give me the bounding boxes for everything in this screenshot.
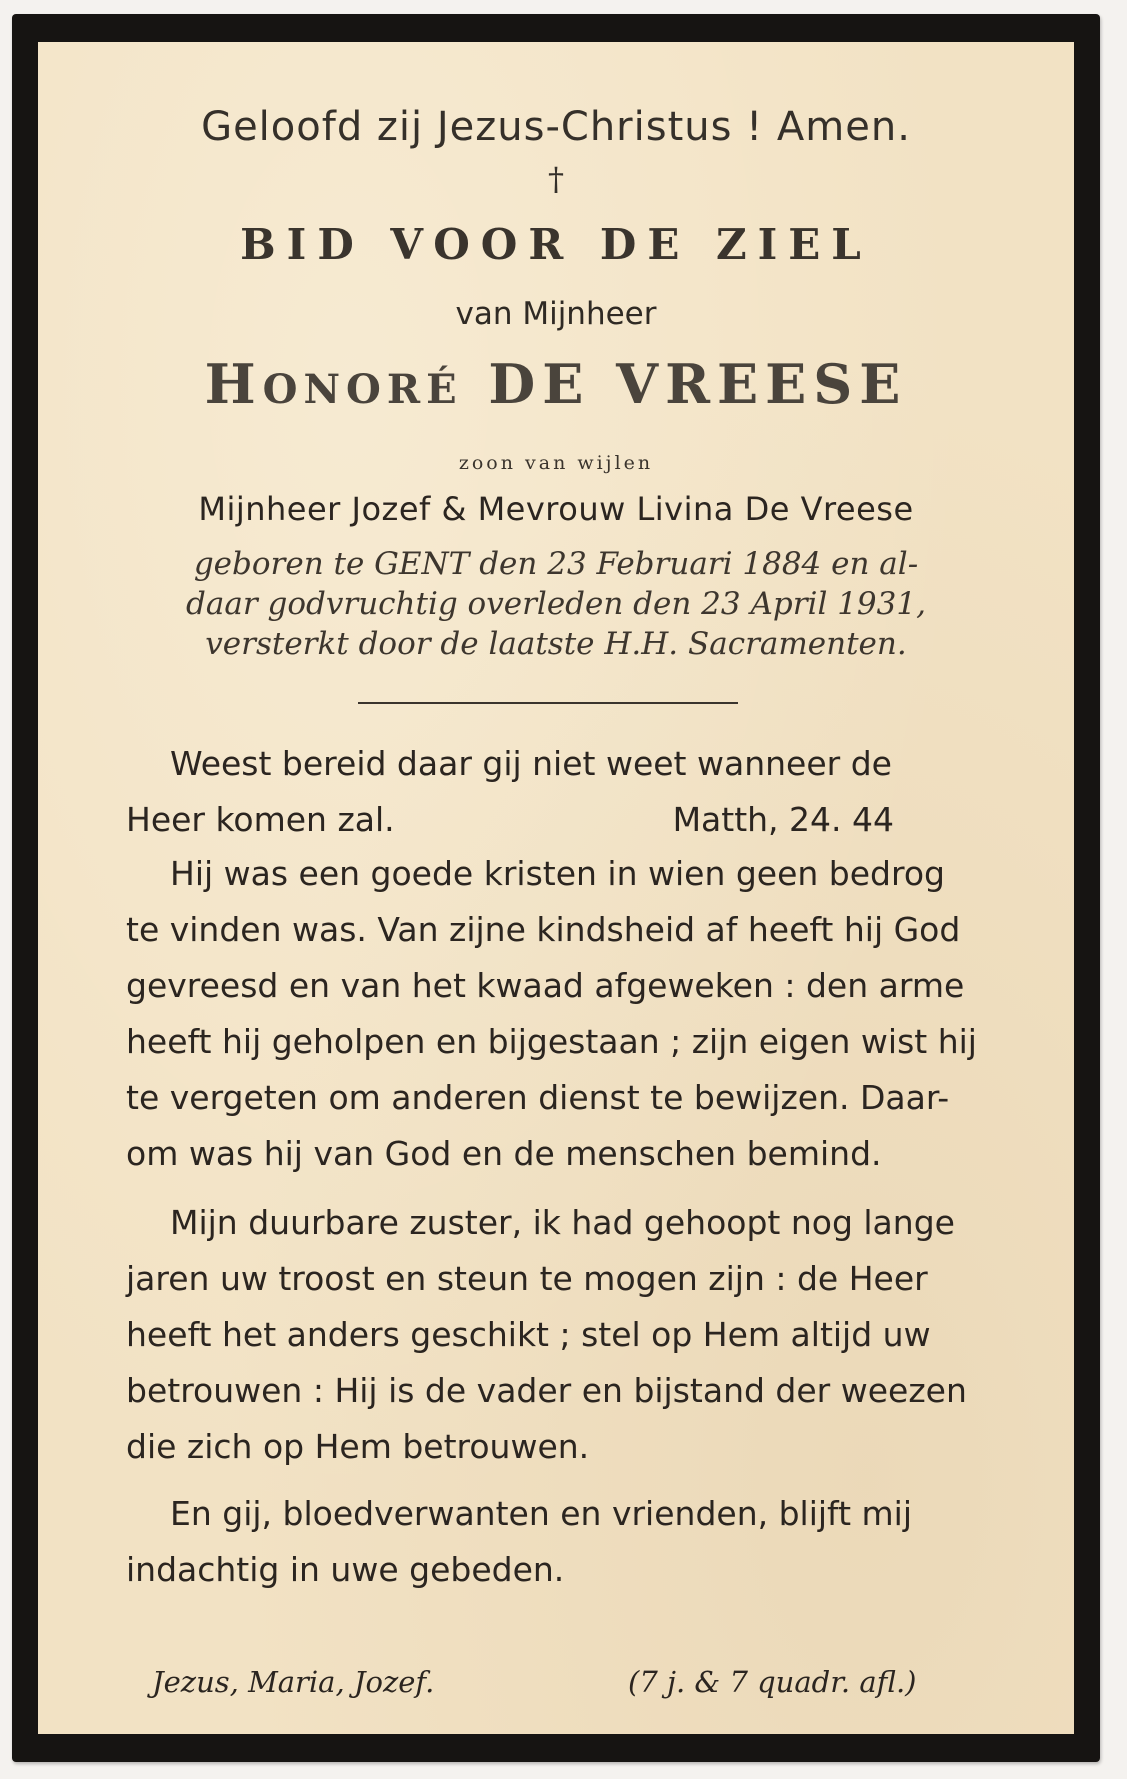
divider-rule bbox=[358, 702, 738, 704]
bible-verse-paragraph bbox=[126, 736, 1006, 848]
paragraph-line: Mijn duurbare zuster, ik had gehoopt nog lange bbox=[170, 1203, 955, 1242]
paragraph-character bbox=[126, 846, 1006, 1182]
son-of-label: zoon van wijlen bbox=[458, 452, 654, 474]
name-last: DE VREESE bbox=[488, 352, 908, 416]
paragraph-line: die zich op Hem betrouwen. bbox=[126, 1427, 590, 1466]
verse-line: Heer komen zal. bbox=[126, 800, 395, 839]
birth-death-line: geboren te GENT den 23 Februari 1884 en al- bbox=[193, 546, 919, 582]
paragraph-line: betrouwen : Hij is de vader en bijstand der weezen bbox=[126, 1371, 967, 1410]
name-first-initial: H bbox=[204, 352, 263, 416]
paragraph-line: Hij was een goede kristen in wien geen bedrog bbox=[170, 854, 945, 893]
paragraph-sister bbox=[126, 1195, 1006, 1475]
paragraph-line: om was hij van God en de menschen bemind. bbox=[126, 1134, 882, 1173]
parents-names: Mijnheer Jozef & Mevrouw Livina De Vreese bbox=[198, 490, 914, 528]
paragraph-line: te vergeten om anderen dienst te bewijzen. Daar- bbox=[126, 1078, 950, 1117]
paragraph-line: gevreesd en van het kwaad afgeweken : den arme bbox=[126, 966, 965, 1005]
header-prayer-line: Geloofd zij Jezus-Christus ! Amen. bbox=[201, 104, 911, 150]
paragraph-line: indachtig in uwe gebeden. bbox=[126, 1550, 565, 1589]
mourning-card-black-border bbox=[12, 14, 1100, 1762]
paragraph-line: heeft hij geholpen en bijgestaan ; zijn eigen wist hij bbox=[126, 1022, 977, 1061]
verse-reference: Matth, 24. 44 bbox=[672, 800, 894, 839]
prayer-title: BID VOOR DE ZIEL bbox=[240, 220, 872, 269]
birth-death-line: versterkt door de laatste H.H. Sacramenten. bbox=[205, 626, 907, 662]
footer-invocation: Jezus, Maria, Jozef. bbox=[152, 1665, 435, 1699]
verse-line: Weest bereid daar gij niet weet wanneer de bbox=[170, 744, 892, 783]
verse-line-with-reference bbox=[126, 792, 1006, 848]
paragraph-line: jaren uw troost en steun te mogen zijn : de Heer bbox=[126, 1259, 928, 1298]
cross-symbol: † bbox=[548, 160, 564, 198]
footer-indulgence: (7 j. & 7 quadr. afl.) bbox=[628, 1665, 917, 1699]
paragraph-line: heeft het anders geschikt ; stel op Hem altijd uw bbox=[126, 1315, 931, 1354]
card-paper bbox=[38, 42, 1074, 1734]
name-first-rest: ONORÉ bbox=[262, 366, 463, 413]
name-prefix: van Mijnheer bbox=[455, 296, 657, 332]
paragraph-line: En gij, bloedverwanten en vrienden, blijft mij bbox=[170, 1494, 912, 1533]
birth-death-line: daar godvruchtig overleden den 23 April 1931, bbox=[186, 586, 926, 622]
paragraph-relatives bbox=[126, 1486, 1006, 1598]
paragraph-line: te vinden was. Van zijne kindsheid af heeft hij God bbox=[126, 910, 961, 949]
deceased-name bbox=[38, 352, 1074, 416]
